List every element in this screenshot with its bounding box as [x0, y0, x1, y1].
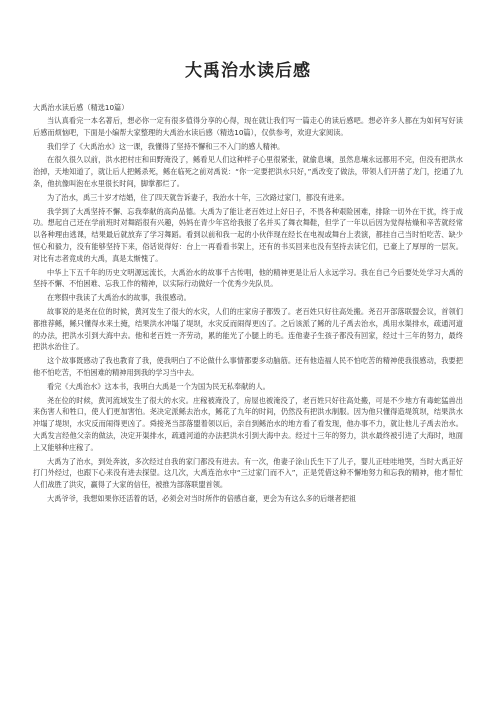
paragraph: 当认真看完一本名著后，想必你一定有很多值得分享的心得，现在就让我们写一篇走心的读后感吧。想必许多人都在为如何写好读后感而烦恼吧，下面是小编帮大家整理的大禹治水读后感（精选10篇），仅供参考，欢迎大家阅读。 [33, 116, 463, 137]
paragraph: 我学到了大禹坚持不懈、忘我奉献的高尚品德。大禹为了能让老百姓过上好日子，不畏各种艰险困难，排除一切外在干扰，终于成功。想起自己还在学前班时对舞蹈很有兴趣，妈妈在青少年宫给我报了名并买了舞衣舞鞋，但学了一年以后因为觉得枯燥和辛苦就经常以各种理由逃课，结果最后就放弃了学习舞蹈。看到以前和我一起的小伙伴现在经长在电视或舞台上表演，都挂自己当时怕吃苦、缺少恒心和毅力，没有能够坚持下来，俗话说得好：台上一再看看书架上，还有的书买回来也没有坚持去读它们，已豪上了厚厚的一层灰。对比有志者竟成的大禹，真是太惭愧了。 [33, 206, 463, 263]
paragraph: 中华上下五千年的历史文明源远流长，大禹治水的故事千古传唱，他的精神更是让后人永远学习。我在自己今后要处处学习大禹的坚持不懈、不怕困难、忘我工作的精神，以实际行动做好一个优秀少先队员。 [33, 267, 463, 289]
paragraph: 大禹为了治水，到处奔波，多次经过自我的家门都没有进去。有一次，他妻子涂山氏生下了儿子，婴儿正哇哇地哭，当时大禹正好打门外经过，也跟下心来没有进去探望。这几次，大禹连治水中“三过家门而不入”，正是凭借这种不懈地努力和忘我的精神，他才帮忙人们战胜了洪灾，赢得了大家的信任，被推为部落联盟首领。 [33, 456, 463, 490]
paragraph: 尧在位的时候，黄河流域发生了很大的水灾。庄稼被淹没了，房屋也被淹没了，老百姓只好往高处搬，可是不少地方有毒蛇猛兽出来伤害人和牲口，使人们更加害怕。尧决定派鲧去治水，鲧花了九年的时间，仍然没有把洪水制服。因为他只懂得造堤筑坝，结果洪水冲塌了堤坝，水灾反而闹得更凶了。舜接尧当部落盟着领以后，亲自到鲧治水的地方看了看发现，他办事不力，就让他儿子禹去治水。大禹发言经他父亲的做法，决定开渠排水，疏通河道的办法把洪水引到大海中去。经过十三年的努力，洪水最终被引进了大海时，地面上又能够种庄稼了。 [33, 395, 463, 452]
paragraph: 在寒假中我读了大禹治水的故事，我很感动。 [47, 293, 191, 303]
paragraph: 我们学了《大禹治水》这一课，我懂得了坚持不懈和三不入门的感人精神。 [47, 141, 285, 151]
document-title: 大禹治水读后感 [185, 61, 311, 81]
paragraph: 这个故事既感动了我也教育了我，使我明白了不论做什么事情都要多动脑筋。还有他造福人民不怕吃苦的精神使我很感动，我要把他不怕吃苦，不怕困难的精神用到我的学习当中去。 [33, 356, 463, 377]
paragraph: 看完《大禹治水》这本书，我明白大禹是一个为国为民无私奉献的人。 [47, 381, 270, 391]
paragraph: 大禹爷爷，我想如果你还活着的话，必须会对当时所作的倍感自豪，更会为有这么多的后继者把祖 [47, 493, 357, 503]
document-subtitle: 大禹治水读后感（精选10篇） [33, 103, 129, 112]
paragraph: 故事说的是尧在位的时候，黄河发生了很大的水灾，人们的庄家房子都毁了。老百姓只好往高处搬。尧召开部落联盟会议，首领们都推荐鲧，鲧只懂得水来土掩，结果洪水冲塌了堤坝，水灾反而闹得更凶了。之后该派了鲧的儿子禹去治水，禹用水渠排水，疏通河道的办法，把洪水引到大海中去。他和老百姓一齐劳动，累的能光了小腿上的毛。连他妻子生孩子都没有回家，经过十三年的努力，最终把洪水治住了。 [33, 306, 463, 352]
document-body [33, 115, 463, 505]
paragraph: 为了治水，禹三十岁才结婚，住了四天就告诉妻子，我治水十年，三次路过家门，都没有进来。 [47, 192, 349, 202]
paragraph: 在很久很久以前，洪水把村庄和田野淹没了，鲧看见人们这种样子心里很紧张，就偷息壤，虽然息壤永远都用不完，但没有把洪水治掉，天地知道了，就让后人把鲧杀死，鲧在临死之前对禹说：“你一定要把洪水只好，”禹改变了做法，带领人们开凿了龙门，挖通了九条，他抗像叫泡在水里很长时间，脚掌都烂了。 [33, 155, 463, 188]
